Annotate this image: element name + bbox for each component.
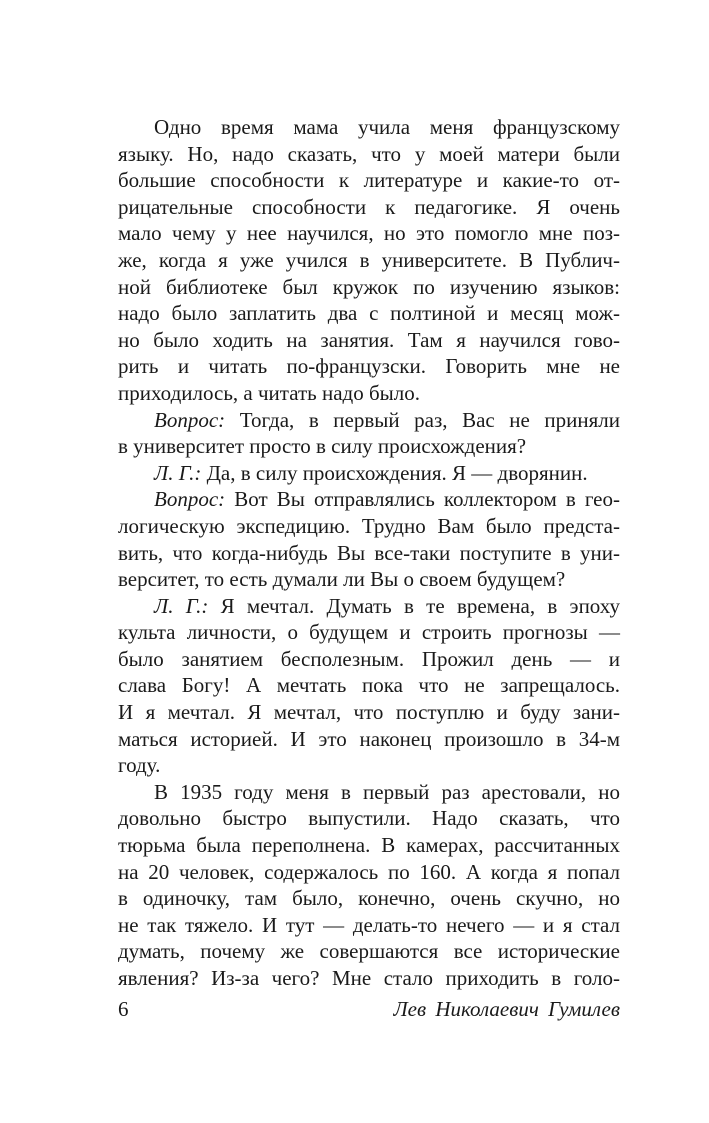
line-text: тюрьма была переполнена. В камерах, рассчитанных	[118, 833, 620, 858]
text-line	[118, 114, 620, 141]
text-line	[118, 859, 620, 886]
text-line	[118, 274, 620, 301]
text-line	[118, 619, 620, 646]
speaker-label-question: Вопрос:	[154, 407, 226, 432]
page-footer	[118, 994, 620, 1024]
text-line	[118, 327, 620, 354]
line-text: вить, что когда-нибудь Вы все-таки поступите в уни-	[118, 540, 620, 565]
text-line	[118, 938, 620, 965]
line-text: в одиночку, там было, конечно, очень скучно, но	[118, 886, 620, 911]
line-text: культа личности, о будущем и строить прогнозы —	[118, 620, 620, 645]
line-text: Вот Вы отправлялись коллектором в гео-	[225, 487, 620, 512]
text-line	[118, 885, 620, 912]
text-line	[118, 912, 620, 939]
text-line	[118, 699, 620, 726]
text-line	[118, 513, 620, 540]
text-line	[118, 752, 620, 779]
line-text: большие способности к литературе и какие-то от-	[118, 168, 620, 193]
text-line	[118, 726, 620, 753]
text-line	[118, 141, 620, 168]
text-line	[118, 167, 620, 194]
line-text: рить и читать по-французски. Говорить мне не	[118, 354, 620, 379]
text-line	[118, 566, 620, 593]
line-text: ной библиотеке был кружок по изучению языков:	[118, 274, 620, 299]
line-text: не так тяжело. И тут — делать-то нечего — и я стал	[118, 912, 620, 937]
line-text: Тогда, в первый раз, Вас не приняли	[225, 407, 620, 432]
text-line	[118, 805, 620, 832]
text-line	[118, 220, 620, 247]
speaker-label-question: Вопрос:	[154, 487, 226, 512]
line-text: в университет просто в силу происхождения?	[118, 434, 527, 459]
answer-line	[118, 460, 620, 487]
line-text: же, когда я уже учился в университете. В Публич-	[118, 247, 620, 272]
line-text: думать, почему же совершаются все исторические	[118, 939, 620, 964]
answer-line	[118, 593, 620, 620]
line-text: было занятием бесполезным. Прожил день — и	[118, 646, 620, 671]
line-text: языку. Но, надо сказать, что у моей матери были	[118, 141, 620, 166]
line-text: Я мечтал. Думать в те времена, в эпоху	[208, 593, 620, 618]
line-text: рицательные способности к педагогике. Я очень	[118, 194, 620, 219]
line-text: Одно время мама учила меня французскому	[154, 115, 620, 139]
line-text: Да, в силу происхождения. Я — дворянин.	[201, 460, 588, 485]
line-text: слава Богу! А мечтать пока что не запрещалось.	[118, 673, 620, 698]
line-text: на 20 человек, содержалось по 160. А когда я попал	[118, 859, 620, 884]
text-line	[118, 353, 620, 380]
line-text: верситет, то есть думали ли Вы о своем будущем?	[118, 567, 566, 592]
line-text: И я мечтал. Я мечтал, что поступлю и буду зани-	[118, 700, 620, 725]
line-text: но было ходить на занятия. Там я научился гово-	[118, 327, 620, 352]
line-text: В 1935 году меня в первый раз арестовали, но	[154, 779, 620, 804]
text-line	[118, 194, 620, 221]
running-head-author: Лев Николаевич Гумилев	[393, 997, 620, 1021]
text-line	[118, 965, 620, 992]
text-line	[118, 433, 620, 460]
line-text: надо было заплатить два с полтиной и месяц мож-	[118, 301, 620, 326]
line-text: году.	[118, 753, 161, 778]
line-text: мало чему у нее научился, но это помогло мне поз-	[118, 221, 620, 246]
book-page-text	[118, 114, 620, 992]
line-text: приходилось, а читать надо было.	[118, 380, 420, 405]
text-line	[118, 300, 620, 327]
text-line	[118, 646, 620, 673]
speaker-label-answer: Л. Г.:	[154, 460, 202, 485]
question-line	[118, 407, 620, 434]
line-text: довольно быстро выпустили. Надо сказать, что	[118, 806, 620, 831]
question-line	[118, 486, 620, 513]
line-text: маться историей. И это наконец произошло в 34-м	[118, 726, 620, 751]
text-line	[118, 832, 620, 859]
page-number: 6	[118, 997, 129, 1021]
text-line	[118, 380, 620, 407]
line-text: явления? Из-за чего? Мне стало приходить в голо-	[118, 966, 620, 990]
text-line	[118, 540, 620, 567]
speaker-label-answer: Л. Г.:	[154, 593, 209, 618]
text-line	[118, 779, 620, 806]
text-line	[118, 672, 620, 699]
line-text: логическую экспедицию. Трудно Вам было предста-	[118, 513, 620, 538]
text-line	[118, 247, 620, 274]
